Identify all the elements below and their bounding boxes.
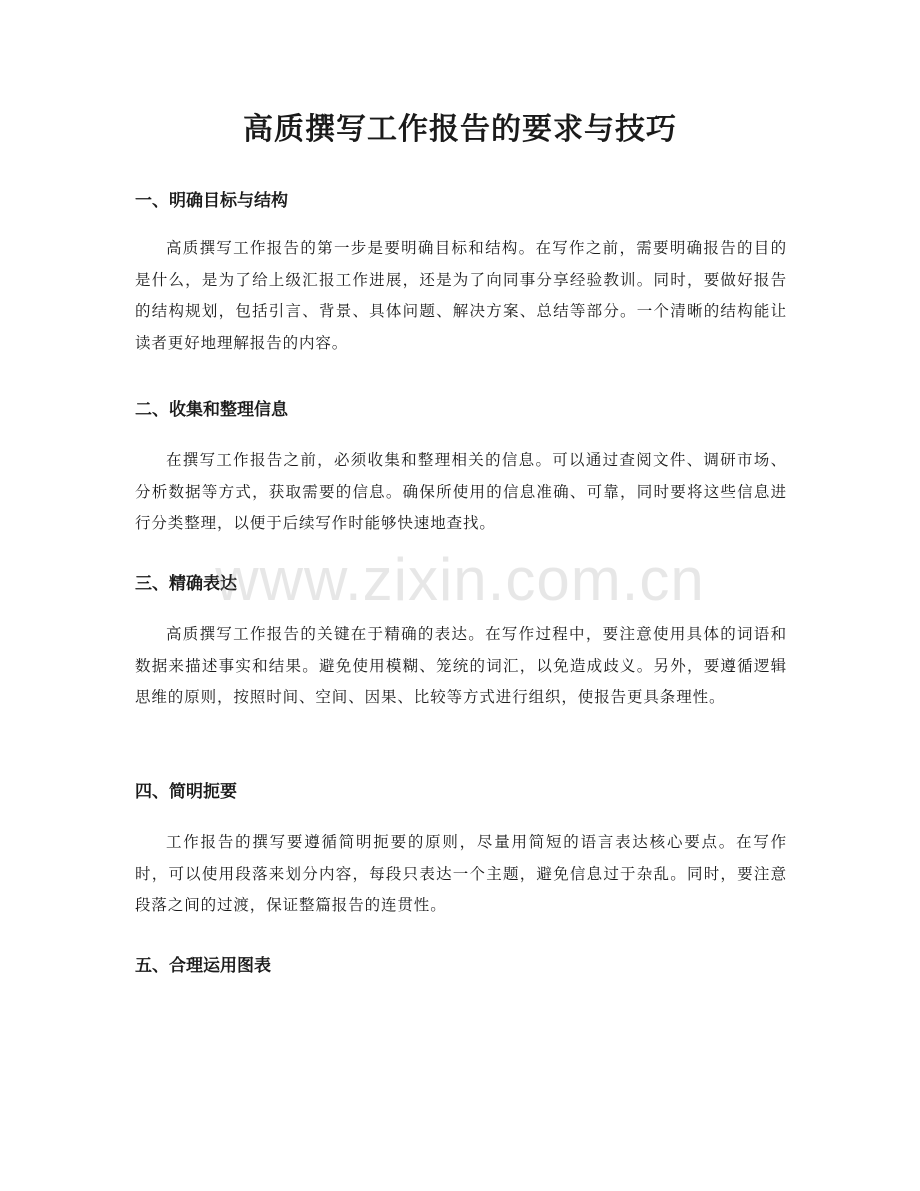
section-paragraph-3: 高质撰写工作报告的关键在于精确的表达。在写作过程中，要注意使用具体的词语和数据来描述事实和结果。避免使用模糊、笼统的词汇，以免造成歧义。另外，要遵循逻辑思维的原则，按照时间、空间、因果、比较等方式进行组织，使报告更具条理性。 [135,625,787,706]
section-paragraph-2: 在撰写工作报告之前，必须收集和整理相关的信息。可以通过查阅文件、调研市场、分析数据等方式，获取需要的信息。确保所使用的信息准确、可靠，同时要将这些信息进行分类整理，以便于后续写作时能够快速地查找。 [135,451,787,532]
section-heading-2: 二、收集和整理信息 [135,400,288,420]
section-heading-5: 五、合理运用图表 [135,956,271,976]
document-title: 高质撰写工作报告的要求与技巧 [243,112,677,147]
section-heading-4: 四、简明扼要 [135,782,237,802]
section-paragraph-1: 高质撰写工作报告的第一步是要明确目标和结构。在写作之前，需要明确报告的目的是什么，是为了给上级汇报工作进展，还是为了向同事分享经验教训。同时，要做好报告的结构规划，包括引言、背景、具体问题、解决方案、总结等部分。一个清晰的结构能让读者更好地理解报告的内容。 [135,239,787,352]
watermark: www.zixin.com.cn [215,546,705,613]
section-heading-1: 一、明确目标与结构 [135,191,288,211]
section-paragraph-4: 工作报告的撰写要遵循简明扼要的原则，尽量用简短的语言表达核心要点。在写作时，可以使用段落来划分内容，每段只表达一个主题，避免信息过于杂乱。同时，要注意段落之间的过渡，保证整篇报告的连贯性。 [135,833,787,914]
section-heading-3: 三、精确表达 [135,574,237,594]
